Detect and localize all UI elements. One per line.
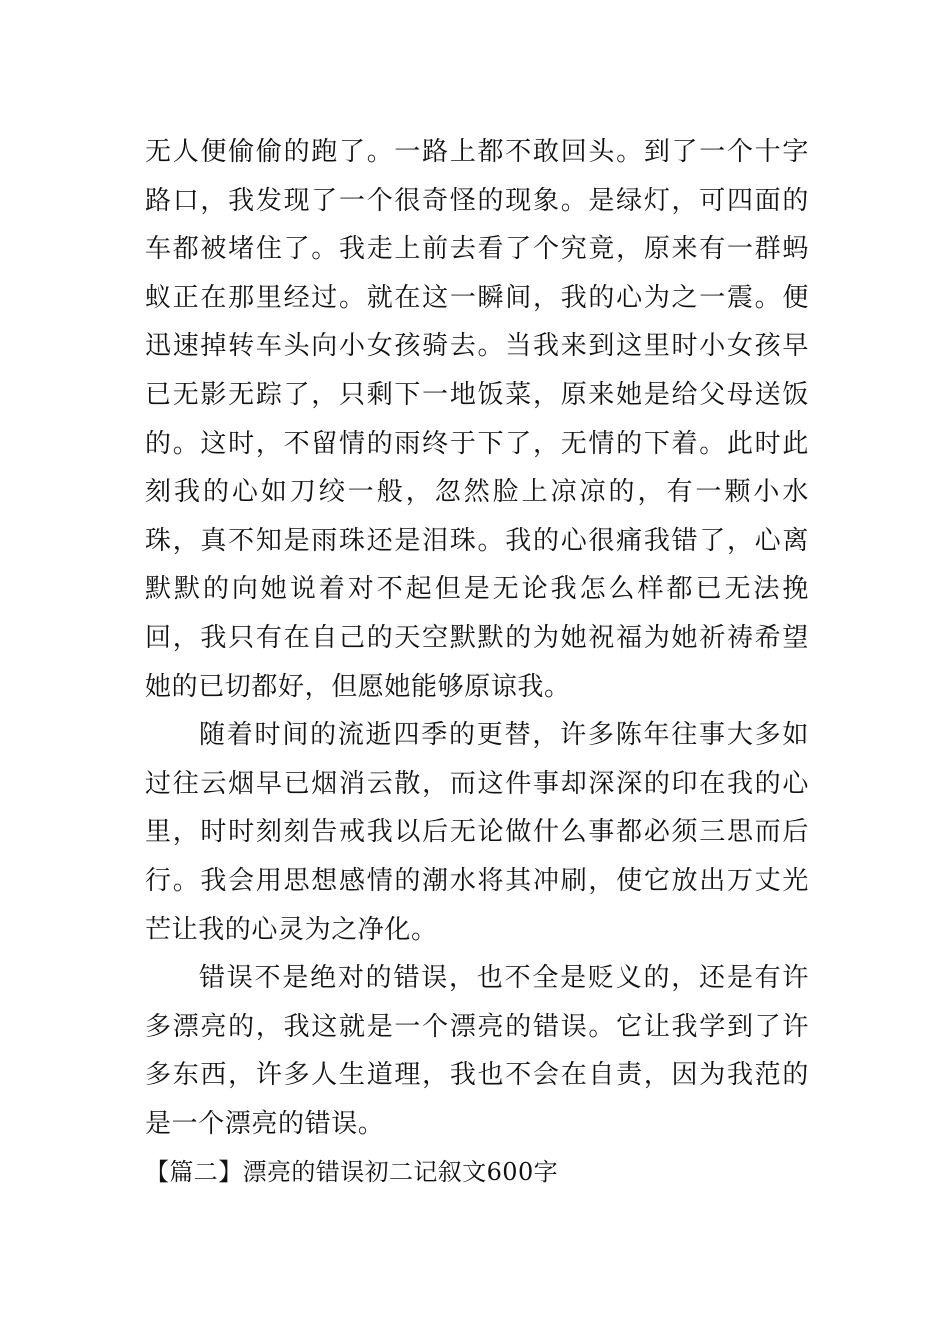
paragraph-1: 无人便偷偷的跑了。一路上都不敢回头。到了一个十字路口，我发现了一个很奇怪的现象。是绿灯，可四面的车都被堵住了。我走上前去看了个究竟，原来有一群蚂蚁正在那里经过。就在这一瞬间，我的心为之一震。便迅速掉转车头向小女孩骑去。当我来到这里时小女孩早已无影无踪了，只剩下一地饭菜，原来她是给父母送饭的。这时，不留情的雨终于下了，无情的下着。此时此刻我的心如刀绞一般，忽然脸上凉凉的，有一颗小水珠，真不知是雨珠还是泪珠。我的心很痛我错了，心离默默的向她说着对不起但是无论我怎么样都已无法挽回，我只有在自己的天空默默的为她祝福为她祈祷希望她的已切都好，但愿她能够原谅我。	[145, 137, 809, 702]
document-page	[145, 128, 809, 1197]
paragraph-3: 错误不是绝对的错误，也不全是贬义的，还是有许多漂亮的，我这就是一个漂亮的错误。它让我学到了许多东西，许多人生道理，我也不会在自责，因为我范的是一个漂亮的错误。	[145, 963, 809, 1139]
paragraph-2: 随着时间的流逝四季的更替，许多陈年往事大多如过往云烟早已烟消云散，而这件事却深深的印在我的心里，时时刻刻告戒我以后无论做什么事都必须三思而后行。我会用思想感情的潮水将其冲刷，使它放出万丈光芒让我的心灵为之净化。	[145, 720, 809, 945]
section-heading: 【篇二】漂亮的错误初二记叙文600字	[145, 1158, 559, 1187]
